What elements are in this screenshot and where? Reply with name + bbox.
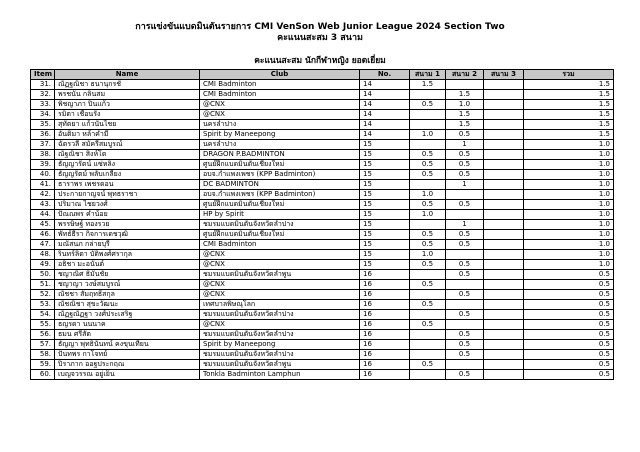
cell-court-2: 0.5: [446, 240, 484, 250]
cell-name: พัทธ์ธีรา กิจการเดชวุฒิ: [55, 230, 200, 240]
cell-court-3: [484, 210, 524, 220]
cell-no: 15: [360, 170, 410, 180]
cell-club: HP by Spirit: [200, 210, 360, 220]
cell-item: 33.: [31, 100, 55, 110]
cell-club: DRAGON P.BADMINTON: [200, 150, 360, 160]
cell-court-2: 1: [446, 140, 484, 150]
cell-name: ธัญญารัตน์ แซ่หลิ่ง: [55, 160, 200, 170]
cell-name: ณัฏฐณัฏฐา วงศ์ประเสริฐ: [55, 310, 200, 320]
cell-total: 1.0: [524, 230, 614, 240]
cell-court-1: 1.0: [410, 250, 446, 260]
cell-court-3: [484, 100, 524, 110]
table-row: [31, 140, 614, 150]
table-row: [31, 170, 614, 180]
cell-no: 16: [360, 350, 410, 360]
col-header-court-3: สนาม 3: [484, 70, 524, 80]
cell-court-2: 1.5: [446, 110, 484, 120]
cell-total: 0.5: [524, 310, 614, 320]
col-header-total: รวม: [524, 70, 614, 80]
cell-court-2: 0.5: [446, 310, 484, 320]
cell-total: 0.5: [524, 300, 614, 310]
cell-total: 1.0: [524, 260, 614, 270]
cell-total: 0.5: [524, 320, 614, 330]
cell-club: เทศบาลพิษณุโลก: [200, 300, 360, 310]
cell-court-2: [446, 190, 484, 200]
table-row: [31, 350, 614, 360]
cell-name: มณัสนภ กล่ายบุรี: [55, 240, 200, 250]
cell-total: 0.5: [524, 350, 614, 360]
cell-court-1: [410, 140, 446, 150]
cell-name: ชญาณิศ ธิมันชัย: [55, 270, 200, 280]
table-row: [31, 160, 614, 170]
cell-court-1: 0.5: [410, 240, 446, 250]
cell-club: ชมรมแบดมินตันจังหวัดลำปาง: [200, 310, 360, 320]
cell-court-3: [484, 330, 524, 340]
col-header-item: Item: [31, 70, 55, 80]
cell-no: 14: [360, 130, 410, 140]
cell-total: 0.5: [524, 330, 614, 340]
cell-court-1: [410, 310, 446, 320]
cell-no: 15: [360, 240, 410, 250]
cell-court-2: 0.5: [446, 170, 484, 180]
cell-no: 14: [360, 120, 410, 130]
cell-name: ณัชณิชา สุขะวัฒนะ: [55, 300, 200, 310]
cell-court-2: 1: [446, 220, 484, 230]
cell-total: 1.5: [524, 110, 614, 120]
cell-item: 48.: [31, 250, 55, 260]
cell-club: CMI Badminton: [200, 80, 360, 90]
cell-item: 51.: [31, 280, 55, 290]
cell-no: 15: [360, 140, 410, 150]
table-row: [31, 290, 614, 300]
cell-item: 46.: [31, 230, 55, 240]
cell-total: 0.5: [524, 360, 614, 370]
cell-court-1: 0.5: [410, 200, 446, 210]
cell-club: Spirit by Maneepong: [200, 130, 360, 140]
table-row: [31, 180, 614, 190]
cell-name: ณัฏฐณิชา ธนานุกรชั่: [55, 80, 200, 90]
table-row: [31, 240, 614, 250]
cell-name: ชญาญา วงษ์สมบูรณ์: [55, 280, 200, 290]
cell-name: รมิตา เชื้อนรัง: [55, 110, 200, 120]
cell-court-2: 0.5: [446, 260, 484, 270]
cell-no: 14: [360, 80, 410, 90]
cell-total: 1.5: [524, 130, 614, 140]
cell-court-1: [410, 220, 446, 230]
cell-no: 15: [360, 250, 410, 260]
cell-name: พรชนัน กลิ่นสม: [55, 90, 200, 100]
cell-court-3: [484, 310, 524, 320]
table-row: [31, 220, 614, 230]
table-row: [31, 150, 614, 160]
header-row: [31, 70, 614, 80]
cell-court-1: [410, 120, 446, 130]
cell-court-1: [410, 330, 446, 340]
cell-club: ศูนย์ฝึกแบดมินตันเชียงใหม่: [200, 230, 360, 240]
table-row: [31, 280, 614, 290]
cell-court-2: 0.5: [446, 370, 484, 380]
cell-court-1: [410, 90, 446, 100]
table-row: [31, 120, 614, 130]
cell-total: 1.5: [524, 80, 614, 90]
cell-court-3: [484, 80, 524, 90]
cell-item: 36.: [31, 130, 55, 140]
cell-court-1: 1.0: [410, 130, 446, 140]
cell-item: 38.: [31, 150, 55, 160]
cell-no: 14: [360, 110, 410, 120]
cell-court-1: 0.5: [410, 260, 446, 270]
cell-court-2: [446, 280, 484, 290]
cell-item: 44.: [31, 210, 55, 220]
cell-club: ชมรมแบดมินตันจังหวัดลำปาง: [200, 220, 360, 230]
cell-court-2: 0.5: [446, 270, 484, 280]
cell-court-3: [484, 130, 524, 140]
cell-court-1: [410, 270, 446, 280]
cell-name: ธาราพร เพชรดอน: [55, 180, 200, 190]
cell-no: 16: [360, 310, 410, 320]
cell-court-1: [410, 350, 446, 360]
cell-court-3: [484, 150, 524, 160]
cell-court-1: 0.5: [410, 160, 446, 170]
cell-name: พรรษิษฐ์ ทองรวย: [55, 220, 200, 230]
cell-item: 47.: [31, 240, 55, 250]
cell-club: @CNX: [200, 100, 360, 110]
table-row: [31, 100, 614, 110]
cell-total: 0.5: [524, 370, 614, 380]
cell-club: ชมรมแบดมินตันจังหวัดลำพูน: [200, 270, 360, 280]
cell-club: Spirit by Maneepong: [200, 340, 360, 350]
cell-no: 16: [360, 280, 410, 290]
cell-court-2: 0.5: [446, 350, 484, 360]
cell-name: ประกายกาญจน์ พุทธราชา: [55, 190, 200, 200]
title-line-2: คะแนนสะสม 3 สนาม: [277, 33, 363, 43]
cell-item: 57.: [31, 340, 55, 350]
cell-court-1: 0.5: [410, 320, 446, 330]
cell-no: 16: [360, 320, 410, 330]
cell-court-1: [410, 370, 446, 380]
table-row: [31, 340, 614, 350]
cell-item: 34.: [31, 110, 55, 120]
table-row: [31, 210, 614, 220]
cell-name: ธัญญรัตม์ พลับเกลี้ยง: [55, 170, 200, 180]
table-row: [31, 370, 614, 380]
cell-total: 0.5: [524, 290, 614, 300]
cell-no: 15: [360, 150, 410, 160]
cell-name: ธญรดา นนนาค: [55, 320, 200, 330]
cell-no: 15: [360, 160, 410, 170]
cell-item: 42.: [31, 190, 55, 200]
cell-club: ชมรมแบดมินตันจังหวัดลำพูน: [200, 360, 360, 370]
cell-item: 43.: [31, 200, 55, 210]
cell-item: 59.: [31, 360, 55, 370]
cell-total: 1.0: [524, 250, 614, 260]
cell-court-1: 0.5: [410, 360, 446, 370]
table-row: [31, 330, 614, 340]
cell-court-2: 1.5: [446, 90, 484, 100]
cell-court-3: [484, 160, 524, 170]
cell-court-3: [484, 260, 524, 270]
cell-club: อบจ.กำแพงเพชร (KPP Badminton): [200, 190, 360, 200]
cell-club: ชมรมแบดมินตันจังหวัดลำปาง: [200, 350, 360, 360]
cell-club: @CNX: [200, 260, 360, 270]
cell-club: @CNX: [200, 280, 360, 290]
cell-name: ธัญญา พุทธินันทน์ คงขุนเทียน: [55, 340, 200, 350]
table-row: [31, 360, 614, 370]
cell-court-2: 0.5: [446, 230, 484, 240]
cell-total: 1.0: [524, 220, 614, 230]
cell-item: 40.: [31, 170, 55, 180]
cell-court-2: 0.5: [446, 330, 484, 340]
cell-court-3: [484, 140, 524, 150]
cell-item: 39.: [31, 160, 55, 170]
cell-total: 1.5: [524, 100, 614, 110]
table-row: [31, 300, 614, 310]
cell-court-1: 1.0: [410, 210, 446, 220]
cell-no: 15: [360, 180, 410, 190]
cell-no: 16: [360, 340, 410, 350]
cell-club: ศูนย์ฝึกแบดมินตันเชียงใหม่: [200, 200, 360, 210]
cell-no: 16: [360, 270, 410, 280]
cell-no: 14: [360, 90, 410, 100]
cell-court-2: [446, 210, 484, 220]
cell-total: 1.0: [524, 240, 614, 250]
cell-total: 1.0: [524, 200, 614, 210]
cell-club: @CNX: [200, 250, 360, 260]
cell-court-2: [446, 360, 484, 370]
col-header-court-2: สนาม 2: [446, 70, 484, 80]
cell-name: อธิชา มะอนันต์: [55, 260, 200, 270]
cell-item: 41.: [31, 180, 55, 190]
cell-court-1: [410, 180, 446, 190]
cell-club: CMI Badminton: [200, 240, 360, 250]
cell-court-1: 0.5: [410, 170, 446, 180]
cell-item: 54.: [31, 310, 55, 320]
cell-no: 15: [360, 200, 410, 210]
cell-item: 53.: [31, 300, 55, 310]
cell-club: Tonkla Badminton Lamphun: [200, 370, 360, 380]
cell-no: 14: [360, 100, 410, 110]
table-caption: คะแนนสะสม นักกีฬาหญิง ยอดเยี่ยม: [254, 56, 386, 66]
cell-total: 1.5: [524, 90, 614, 100]
cell-no: 16: [360, 300, 410, 310]
col-header-club: Club: [200, 70, 360, 80]
cell-no: 16: [360, 370, 410, 380]
cell-total: 0.5: [524, 280, 614, 290]
cell-item: 35.: [31, 120, 55, 130]
cell-club: @CNX: [200, 110, 360, 120]
cell-court-3: [484, 90, 524, 100]
table-row: [31, 190, 614, 200]
cell-total: 1.5: [524, 120, 614, 130]
cell-court-1: [410, 290, 446, 300]
cell-court-2: 0.5: [446, 130, 484, 140]
cell-name: เบญจวรรณ อยู่เย็น: [55, 370, 200, 380]
table-row: [31, 270, 614, 280]
cell-court-2: 0.5: [446, 290, 484, 300]
cell-court-2: 1.0: [446, 100, 484, 110]
cell-item: 37.: [31, 140, 55, 150]
table-row: [31, 200, 614, 210]
cell-court-1: 0.5: [410, 230, 446, 240]
cell-court-3: [484, 300, 524, 310]
cell-court-1: 0.5: [410, 150, 446, 160]
cell-item: 45.: [31, 220, 55, 230]
cell-court-2: 0.5: [446, 160, 484, 170]
cell-court-1: 1.5: [410, 80, 446, 90]
document-title: [0, 22, 640, 44]
cell-court-3: [484, 110, 524, 120]
cell-court-3: [484, 250, 524, 260]
cell-item: 50.: [31, 270, 55, 280]
cell-total: 1.0: [524, 190, 614, 200]
cell-club: นครลำปาง: [200, 120, 360, 130]
cell-court-3: [484, 190, 524, 200]
cell-court-3: [484, 360, 524, 370]
cell-name: ปิราภาก ออฐประกฤณ: [55, 360, 200, 370]
cell-total: 0.5: [524, 340, 614, 350]
cell-item: 55.: [31, 320, 55, 330]
table-row: [31, 260, 614, 270]
cell-no: 16: [360, 330, 410, 340]
cell-court-3: [484, 220, 524, 230]
cell-court-2: [446, 300, 484, 310]
cell-court-2: [446, 250, 484, 260]
cell-name: ฉัตรวลี สมัครีสมบูรณ์: [55, 140, 200, 150]
standings-table: [30, 69, 614, 380]
cell-court-3: [484, 320, 524, 330]
cell-no: 16: [360, 290, 410, 300]
cell-no: 16: [360, 360, 410, 370]
cell-total: 0.5: [524, 270, 614, 280]
col-header-no: No.: [360, 70, 410, 80]
col-header-name: Name: [55, 70, 200, 80]
cell-no: 15: [360, 230, 410, 240]
cell-name: อันติมา หล้าคำมี: [55, 130, 200, 140]
cell-club: DC BADMINTON: [200, 180, 360, 190]
table-row: [31, 230, 614, 240]
cell-court-3: [484, 200, 524, 210]
cell-court-2: 0.5: [446, 200, 484, 210]
table-row: [31, 250, 614, 260]
cell-item: 58.: [31, 350, 55, 360]
cell-no: 15: [360, 210, 410, 220]
cell-total: 1.0: [524, 160, 614, 170]
cell-club: ชมรมแบดมินตันจังหวัดลำปาง: [200, 330, 360, 340]
cell-no: 15: [360, 220, 410, 230]
cell-item: 49.: [31, 260, 55, 270]
cell-court-1: 0.5: [410, 300, 446, 310]
cell-court-3: [484, 350, 524, 360]
cell-total: 1.0: [524, 170, 614, 180]
cell-total: 1.0: [524, 150, 614, 160]
cell-court-2: 1.5: [446, 120, 484, 130]
table-row: [31, 310, 614, 320]
cell-name: ณัชชา สัมฤทธิ์สกุล: [55, 290, 200, 300]
cell-court-3: [484, 340, 524, 350]
cell-name: ปัณณพร คำน้อย: [55, 210, 200, 220]
cell-court-3: [484, 180, 524, 190]
cell-name: รินทร์ลิตา บัติพงศ์ศรากุล: [55, 250, 200, 260]
cell-court-1: 1.0: [410, 190, 446, 200]
cell-court-3: [484, 120, 524, 130]
cell-item: 32.: [31, 90, 55, 100]
cell-name: สุทัตยา แก้วนันไชย: [55, 120, 200, 130]
cell-club: @CNX: [200, 290, 360, 300]
table-row: [31, 110, 614, 120]
cell-total: 1.0: [524, 140, 614, 150]
table-row: [31, 80, 614, 90]
cell-court-3: [484, 170, 524, 180]
cell-court-2: 1: [446, 180, 484, 190]
cell-club: นครลำปาง: [200, 140, 360, 150]
cell-court-2: 0.5: [446, 340, 484, 350]
cell-court-3: [484, 240, 524, 250]
cell-name: ธมน ศรีสัต: [55, 330, 200, 340]
table-row: [31, 130, 614, 140]
table-row: [31, 320, 614, 330]
cell-name: ณัฐณิชา สิงห์โต: [55, 150, 200, 160]
cell-item: 60.: [31, 370, 55, 380]
cell-item: 52.: [31, 290, 55, 300]
cell-court-1: 0.5: [410, 100, 446, 110]
cell-court-3: [484, 290, 524, 300]
cell-club: @CNX: [200, 320, 360, 330]
cell-court-3: [484, 370, 524, 380]
cell-name: ปริมาณ ไชยวงศ์: [55, 200, 200, 210]
cell-court-2: [446, 320, 484, 330]
cell-club: ศูนย์ฝึกแบดมินตันเชียงใหม่: [200, 160, 360, 170]
cell-court-1: 0.5: [410, 280, 446, 290]
cell-court-1: [410, 340, 446, 350]
cell-court-1: [410, 110, 446, 120]
cell-court-3: [484, 270, 524, 280]
cell-name: ปันทพร กาโจทย์: [55, 350, 200, 360]
title-line-1: การแข่งขันแบดมินตันรายการ CMI VenSon Web Junior League 2024 Section Two: [135, 22, 505, 32]
table-row: [31, 90, 614, 100]
cell-total: 1.0: [524, 180, 614, 190]
cell-club: อบจ.กำแพงเพชร (KPP Badminton): [200, 170, 360, 180]
cell-item: 31.: [31, 80, 55, 90]
cell-club: CMI Badminton: [200, 90, 360, 100]
col-header-court-1: สนาม 1: [410, 70, 446, 80]
cell-court-2: 0.5: [446, 150, 484, 160]
cell-court-2: [446, 80, 484, 90]
cell-court-3: [484, 280, 524, 290]
cell-name: พิชญาภา ปินแก้ว: [55, 100, 200, 110]
cell-no: 15: [360, 260, 410, 270]
cell-court-3: [484, 230, 524, 240]
cell-no: 15: [360, 190, 410, 200]
cell-total: 1.0: [524, 210, 614, 220]
cell-item: 56.: [31, 330, 55, 340]
